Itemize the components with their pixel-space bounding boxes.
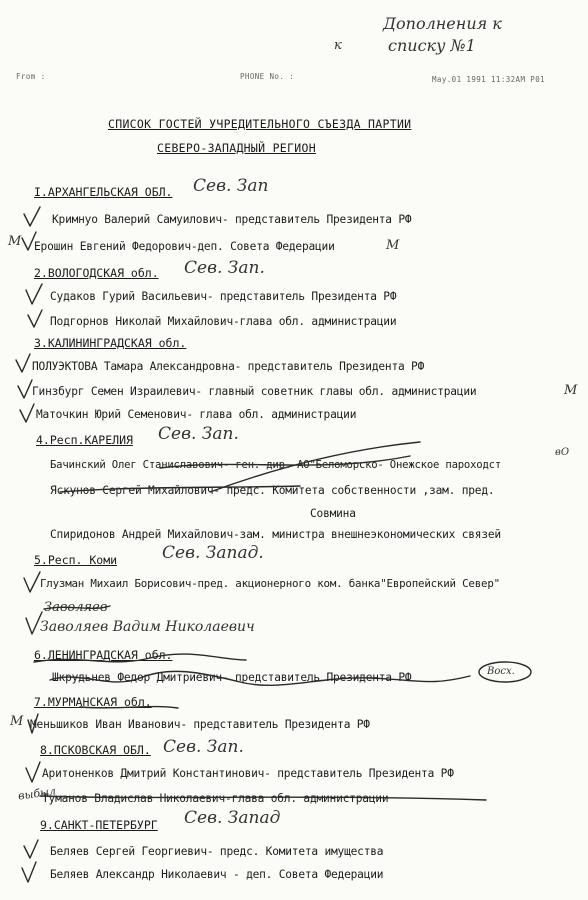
entry-2-2: Подгорнов Николай Михайлович-глава обл. администрации xyxy=(50,315,397,328)
strike-karelia-2 xyxy=(210,442,420,492)
fax-phone: PHONE No. : xyxy=(240,72,295,81)
entry-2-1: Судаков Гурий Васильевич- представитель Президента РФ xyxy=(50,290,397,303)
fax-from: From : xyxy=(16,72,46,81)
check-mark-4 xyxy=(28,310,42,327)
underline-section-6 xyxy=(34,654,246,662)
annotation-prefix: к xyxy=(334,38,342,53)
strike-karelia-3 xyxy=(60,486,300,492)
section-heading-6: 6.ЛЕНИНГРАДСКАЯ обл. xyxy=(34,648,173,662)
margin-m-4: М xyxy=(10,714,24,729)
entry-1-2: Ерошин Евгений Федорович-деп. Совета Федерации xyxy=(34,240,335,253)
region-note-9: Сев. Запад xyxy=(184,808,281,828)
entry-7-1: Меньшиков Иван Иванович- представитель Президента РФ xyxy=(30,718,370,731)
entry-6-1: Шкрудьнев Федор Дмитриевич- представитель Президента РФ xyxy=(52,671,412,684)
margin-vybyl: выбыл xyxy=(17,784,57,803)
margin-m-1: М xyxy=(386,238,400,253)
region-note-5: Сев. Запад. xyxy=(162,543,264,563)
check-mark-10 xyxy=(28,714,38,733)
check-mark-9 xyxy=(26,612,42,634)
entry-4-1: Бачинский Олег Станиславович- ген. дир. АО"Беломорско- Онежское пароходст xyxy=(50,459,501,471)
section-heading-7: 7.МУРМАНСКАЯ обл. xyxy=(34,695,152,709)
entry-5-2-struck: Заволяев xyxy=(44,600,108,615)
margin-vos: Восх. xyxy=(487,666,515,677)
entry-9-2: Беляев Александр Николаевич - деп. Совета Федерации xyxy=(50,868,384,881)
underline-section-7 xyxy=(80,707,178,708)
entry-4-4: Спиридонов Андрей Михайлович-зам. министра внешнеэкономических связей xyxy=(50,528,501,541)
section-heading-1: I.АРХАНГЕЛЬСКАЯ ОБЛ. xyxy=(34,185,173,199)
entry-8-2: Туманов Владислав Николаевич-глава обл. администрации xyxy=(42,792,389,805)
title-line-2: СЕВЕРО-ЗАПАДНЫЙ РЕГИОН xyxy=(157,141,316,155)
strike-tumanov xyxy=(40,796,486,800)
section-heading-3: 3.КАЛИНИНГРАДСКАЯ обл. xyxy=(34,336,187,350)
check-mark-11 xyxy=(26,762,40,782)
check-mark-2 xyxy=(22,232,36,250)
annotation-line-2: списку №1 xyxy=(388,36,476,55)
entry-4-2: Яскунов Сергей Михайлович- предс. Комитета собственности ,зам. пред. xyxy=(50,484,495,497)
circle-vosh xyxy=(479,662,531,682)
annotation-line-1: Дополнения к xyxy=(383,14,502,33)
section-heading-8: 8.ПСКОВСКАЯ ОБЛ. xyxy=(40,743,151,757)
entry-3-1: ПОЛУЭКТОВА Тамара Александровна- представитель Президента РФ xyxy=(32,360,425,373)
region-note-2: Сев. Зап. xyxy=(184,258,265,278)
check-mark-7 xyxy=(20,404,34,422)
fax-date: May.01 1991 11:32AM P01 xyxy=(432,75,546,84)
entry-3-3: Маточкин Юрий Семенович- глава обл. администрации xyxy=(36,408,357,421)
entry-8-1: Аритоненков Дмитрий Константинович- представитель Президента РФ xyxy=(42,767,454,780)
check-mark-5 xyxy=(16,354,30,372)
title-line-1: СПИСОК ГОСТЕЙ УЧРЕДИТЕЛЬНОГО СЪЕЗДА ПАРТИИ xyxy=(108,117,412,131)
check-mark-1 xyxy=(24,207,40,226)
entry-3-2: Гинзбург Семен Израилевич- главный советник главы обл. администрации xyxy=(32,385,477,398)
entry-4-3: Совмина xyxy=(310,507,356,520)
entry-1-1: Кримнуо Валерий Самуилович- представитель Президента РФ xyxy=(52,213,412,226)
section-heading-4: 4.Респ.КАРЕЛИЯ xyxy=(36,433,133,447)
check-mark-6 xyxy=(18,380,32,398)
check-mark-3 xyxy=(26,284,42,304)
margin-vo: вО xyxy=(555,447,570,458)
region-note-4: Сев. Зап. xyxy=(158,424,239,444)
check-mark-12 xyxy=(24,840,38,858)
entry-5-1: Глузман Михаил Борисович-пред. акционерного ком. банка"Европейский Север" xyxy=(40,577,500,590)
check-mark-8 xyxy=(24,572,40,592)
margin-m-3: М xyxy=(8,234,22,249)
section-heading-5: 5.Респ. Коми xyxy=(34,553,118,567)
region-note-8: Сев. Зап. xyxy=(163,737,244,757)
margin-m-2: М xyxy=(564,383,578,398)
strike-shkrudnev xyxy=(50,671,470,685)
strike-karelia-1 xyxy=(160,456,410,468)
check-mark-13 xyxy=(22,862,36,882)
strike-zavolyaev xyxy=(44,606,110,609)
entry-9-1: Беляев Сергей Георгиевич- предс. Комитета имущества xyxy=(50,845,384,858)
entry-5-3-handwritten: Заволяев Вадим Николаевич xyxy=(40,619,255,635)
section-heading-2: 2.ВОЛОГОДСКАЯ обл. xyxy=(34,266,159,280)
section-heading-9: 9.САНКТ-ПЕТЕРБУРГ xyxy=(40,818,158,832)
region-note-1: Сев. Зап xyxy=(193,176,269,196)
